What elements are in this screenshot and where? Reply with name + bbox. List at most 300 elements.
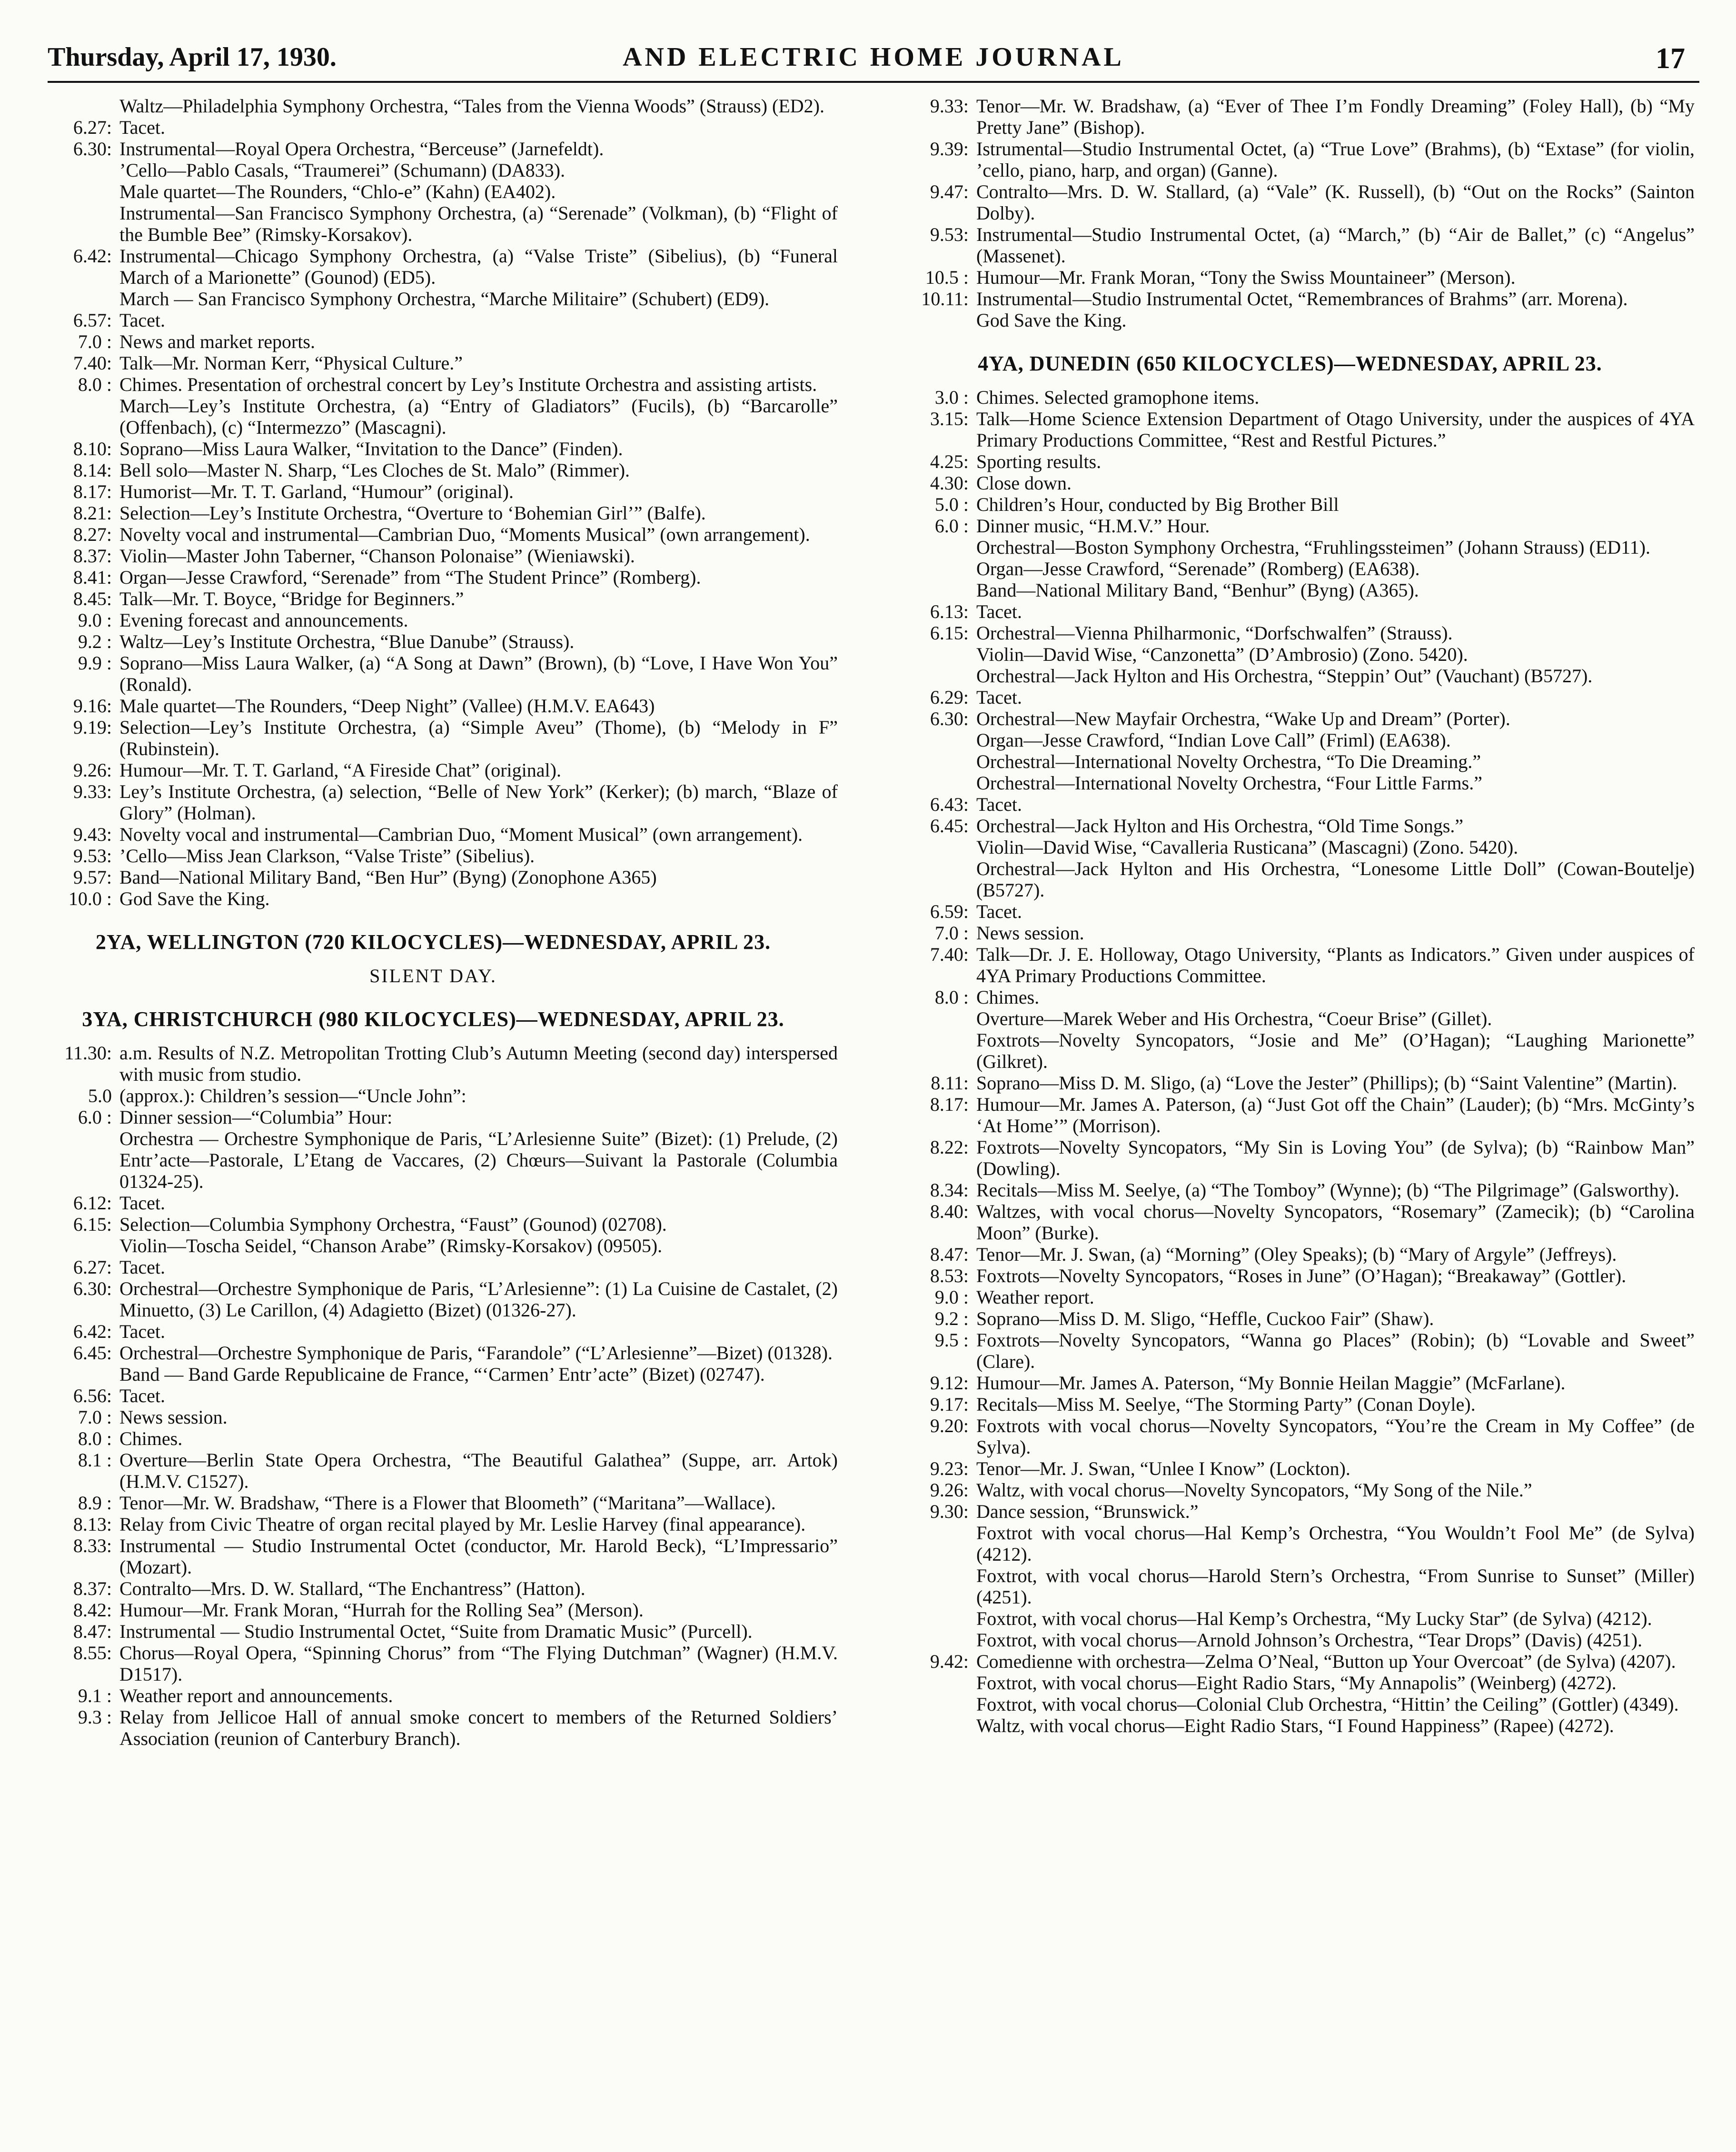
program-entry bbox=[885, 772, 1695, 794]
program-entry bbox=[885, 1179, 1695, 1201]
program-time: 9.5 : bbox=[934, 1329, 969, 1351]
program-entry bbox=[29, 888, 838, 909]
program-description: Foxtrot, with vocal chorus—Harold Stern’s Orchestra, “From Sunrise to Sunset” (Miller) (4251). bbox=[976, 1565, 1695, 1608]
program-time: 4.30: bbox=[930, 472, 969, 494]
program-time: 8.0 : bbox=[78, 374, 112, 395]
program-description: Orchestral—International Novelty Orchestra, “Four Little Farms.” bbox=[976, 772, 1482, 794]
program-time: 9.0 : bbox=[78, 609, 112, 631]
program-list bbox=[29, 95, 838, 909]
program-entry bbox=[885, 922, 1695, 944]
program-entry bbox=[885, 181, 1695, 224]
program-entry bbox=[29, 309, 838, 331]
program-entry bbox=[29, 824, 838, 845]
program-description: Novelty vocal and instrumental—Cambrian Duo, “Moments Musical” (own arrangement). bbox=[119, 524, 810, 545]
program-time: 9.12: bbox=[930, 1372, 969, 1394]
issue-date: Thursday, April 17, 1930. bbox=[48, 42, 337, 72]
program-description: Waltzes, with vocal chorus—Novelty Syncopators, “Rosemary” (Zamecik); (b) “Carolina Moon” (Burke). bbox=[976, 1201, 1695, 1244]
program-description: Instrumental—San Francisco Symphony Orchestra, (a) “Serenade” (Volkman), (b) “Flight of the Bumble Bee” (Rimsky-Korsakov). bbox=[119, 202, 838, 245]
program-entry bbox=[29, 1514, 838, 1535]
program-time: 6.30: bbox=[73, 138, 112, 159]
program-entry bbox=[885, 815, 1695, 837]
program-entry bbox=[885, 1479, 1695, 1501]
program-description: Tacet. bbox=[119, 1192, 166, 1214]
program-entry bbox=[885, 515, 1695, 537]
program-time: 8.40: bbox=[930, 1201, 969, 1222]
program-time: 10.11: bbox=[921, 288, 969, 309]
program-entry bbox=[29, 759, 838, 781]
program-time: 10.5 : bbox=[925, 267, 969, 288]
program-entry bbox=[29, 395, 838, 438]
program-entry bbox=[29, 95, 838, 117]
program-time: 8.47: bbox=[930, 1244, 969, 1265]
program-time: 8.45: bbox=[73, 588, 112, 609]
program-time bbox=[885, 309, 976, 331]
program-time bbox=[885, 837, 976, 858]
program-time: 9.0 : bbox=[934, 1286, 969, 1308]
program-description: Orchestral—Boston Symphony Orchestra, “Fruhlingssteimen” (Johann Strauss) (ED11). bbox=[976, 537, 1651, 558]
program-description: Instrumental—Studio Instrumental Octet, “Remembrances of Brahms” (arr. Morena). bbox=[976, 288, 1628, 309]
program-entry bbox=[29, 438, 838, 459]
program-time bbox=[29, 1235, 119, 1256]
program-time: 9.39: bbox=[930, 138, 969, 159]
program-description: Evening forecast and announcements. bbox=[119, 609, 408, 631]
program-description: Tacet. bbox=[119, 1256, 166, 1278]
program-entry bbox=[29, 524, 838, 545]
program-time bbox=[885, 1715, 976, 1736]
program-description: Tacet. bbox=[119, 309, 166, 331]
program-time: 8.10: bbox=[73, 438, 112, 459]
program-time: 8.1 : bbox=[78, 1449, 112, 1471]
program-entry bbox=[885, 794, 1695, 815]
program-entry bbox=[885, 95, 1695, 138]
program-time: 3.15: bbox=[930, 408, 969, 429]
program-time bbox=[29, 159, 119, 181]
program-time: 6.59: bbox=[930, 901, 969, 922]
program-entry bbox=[29, 1278, 838, 1321]
program-description: Weather report and announcements. bbox=[119, 1685, 393, 1706]
program-entry bbox=[29, 1449, 838, 1492]
program-description: Recitals—Miss M. Seelye, “The Storming Party” (Conan Doyle). bbox=[976, 1394, 1476, 1415]
program-entry bbox=[29, 1128, 838, 1192]
program-description: Orchestral—Orchestre Symphonique de Paris, “L’Arlesienne”: (1) La Cuisine de Castalet, (2) Minuetto, (3) Le Carillon, (4) Adagietto (Bizet) (01326-27). bbox=[119, 1278, 838, 1321]
program-description: Talk—Mr. T. Boyce, “Bridge for Beginners.” bbox=[119, 588, 464, 609]
program-description: Orchestral—New Mayfair Orchestra, “Wake Up and Dream” (Porter). bbox=[976, 708, 1510, 729]
program-entry bbox=[885, 837, 1695, 858]
program-description: Overture—Berlin State Opera Orchestra, “The Beautiful Galathea” (Suppe, arr. Artok) (H.M.V. C1527). bbox=[119, 1449, 838, 1492]
program-time: 6.12: bbox=[73, 1192, 112, 1214]
program-description: Waltz—Philadelphia Symphony Orchestra, “Tales from the Vienna Woods” (Strauss) (ED2). bbox=[119, 95, 824, 117]
program-description: Instrumental—Royal Opera Orchestra, “Berceuse” (Jarnefeldt). bbox=[119, 138, 604, 159]
program-description: Violin—David Wise, “Cavalleria Rusticana” (Mascagni) (Zono. 5420). bbox=[976, 837, 1518, 858]
program-entry bbox=[885, 644, 1695, 665]
program-time bbox=[885, 1694, 976, 1715]
program-time: 4.25: bbox=[930, 451, 969, 472]
program-entry bbox=[29, 1235, 838, 1256]
program-entry bbox=[29, 245, 838, 288]
program-entry bbox=[885, 708, 1695, 729]
program-entry bbox=[29, 1085, 838, 1106]
program-description: Waltz—Ley’s Institute Orchestra, “Blue Danube” (Strauss). bbox=[119, 631, 575, 652]
program-entry bbox=[885, 1522, 1695, 1565]
program-entry bbox=[29, 1685, 838, 1706]
program-description: Chimes. Presentation of orchestral concert by Ley’s Institute Orchestra and assisting artists. bbox=[119, 374, 817, 395]
program-time: 5.0 : bbox=[934, 494, 969, 515]
program-description: Selection—Ley’s Institute Orchestra, “Overture to ‘Bohemian Girl’” (Balfe). bbox=[119, 502, 706, 524]
program-time bbox=[29, 181, 119, 202]
program-description: Dinner music, “H.M.V.” Hour. bbox=[976, 515, 1210, 537]
program-description: Tacet. bbox=[119, 117, 166, 138]
program-description: News session. bbox=[976, 922, 1084, 944]
program-description: Selection—Columbia Symphony Orchestra, “Faust” (Gounod) (02708). bbox=[119, 1214, 667, 1235]
program-time: 6.45: bbox=[73, 1342, 112, 1364]
program-entry bbox=[29, 1192, 838, 1214]
program-description: Waltz, with vocal chorus—Eight Radio Stars, “I Found Happiness” (Rapee) (4272). bbox=[976, 1715, 1614, 1736]
program-time: 8.11: bbox=[931, 1072, 969, 1094]
program-description: Foxtrot with vocal chorus—Hal Kemp’s Orchestra, “You Wouldn’t Fool Me” (de Sylva) (4212). bbox=[976, 1522, 1695, 1565]
program-time: 9.43: bbox=[73, 824, 112, 845]
program-description: March—Ley’s Institute Orchestra, (a) “Entry of Gladiators” (Fucils), (b) “Barcarolle” (Offenbach), (c) “Intermezzo” (Mascagni). bbox=[119, 395, 838, 438]
program-description: Istrumental—Studio Instrumental Octet, (a) “True Love” (Brahms), (b) “Extase” (for violin, ’cello, piano, harp, and organ) (Ganne). bbox=[976, 138, 1695, 181]
program-description: Relay from Civic Theatre of organ recital played by Mr. Leslie Harvey (final appearance). bbox=[119, 1514, 806, 1535]
program-entry bbox=[29, 1342, 838, 1364]
program-description: Chimes. bbox=[119, 1428, 183, 1449]
program-description: Orchestral—Vienna Philharmonic, “Dorfschwalfen” (Strauss). bbox=[976, 622, 1453, 644]
program-entry bbox=[885, 408, 1695, 451]
program-time: 9.2 : bbox=[78, 631, 112, 652]
program-entry bbox=[885, 224, 1695, 267]
program-description: Instrumental — Studio Instrumental Octet (conductor, Mr. Harold Beck), “L’Impressario” (Mozart). bbox=[119, 1535, 838, 1578]
program-entry bbox=[885, 1136, 1695, 1179]
program-entry bbox=[29, 1428, 838, 1449]
program-description: Tenor—Mr. W. Bradshaw, (a) “Ever of Thee I’m Fondly Dreaming” (Foley Hall), (b) “My Pretty Jane” (Bishop). bbox=[976, 95, 1695, 138]
program-description: Male quartet—The Rounders, “Deep Night” (Vallee) (H.M.V. EA643) bbox=[119, 695, 655, 717]
program-description: Male quartet—The Rounders, “Chlo-e” (Kahn) (EA402). bbox=[119, 181, 556, 202]
program-time bbox=[885, 1672, 976, 1694]
program-description: Overture—Marek Weber and His Orchestra, “Coeur Brise” (Gillet). bbox=[976, 1008, 1492, 1029]
program-entry bbox=[29, 1256, 838, 1278]
program-description: Orchestral—Jack Hylton and His Orchestra, “Lonesome Little Doll” (Cowan-Boutelje) (B5727). bbox=[976, 858, 1695, 901]
program-description: Tacet. bbox=[976, 687, 1022, 708]
program-description: Instrumental—Chicago Symphony Orchestra, (a) “Valse Triste” (Sibelius), (b) “Funeral March of a Marionette” (Gounod) (ED5). bbox=[119, 245, 838, 288]
section-subtitle-2ya: SILENT DAY. bbox=[369, 965, 497, 986]
program-description: Humorist—Mr. T. T. Garland, “Humour” (original). bbox=[119, 481, 514, 502]
program-description: Orchestra — Orchestre Symphonique de Paris, “L’Arlesienne Suite” (Bizet): (1) Prelude, (2) Entr’acte—Pastorale, L’Etang de Vaccares, (2) Chœurs—Suivant la Pastorale (Columbia 01324-25). bbox=[119, 1128, 838, 1192]
program-entry bbox=[885, 1629, 1695, 1651]
program-entry bbox=[885, 288, 1695, 309]
program-description: a.m. Results of N.Z. Metropolitan Trotting Club’s Autumn Meeting (second day) interspersed with music from studio. bbox=[119, 1042, 838, 1085]
program-description: Contralto—Mrs. D. W. Stallard, (a) “Vale” (K. Russell), (b) “Out on the Rocks” (Sainton Dolby). bbox=[976, 181, 1695, 224]
program-description: Band—National Military Band, “Benhur” (Byng) (A365). bbox=[976, 579, 1419, 601]
program-entry bbox=[885, 1329, 1695, 1372]
program-entry bbox=[29, 867, 838, 888]
program-time bbox=[885, 558, 976, 579]
program-entry bbox=[29, 545, 838, 567]
program-time bbox=[885, 579, 976, 601]
program-entry bbox=[885, 472, 1695, 494]
program-description: Chimes. Selected gramophone items. bbox=[976, 387, 1260, 408]
program-time bbox=[885, 858, 976, 901]
program-time: 9.1 : bbox=[78, 1685, 112, 1706]
program-entry bbox=[885, 944, 1695, 986]
program-time: 6.57: bbox=[73, 309, 112, 331]
program-entry bbox=[885, 1458, 1695, 1479]
program-description: Humour—Mr. James A. Paterson, “My Bonnie Heilan Maggie” (McFarlane). bbox=[976, 1372, 1566, 1394]
program-time: 9.26: bbox=[73, 759, 112, 781]
program-entry bbox=[885, 451, 1695, 472]
program-time: 3.0 : bbox=[934, 387, 969, 408]
program-description: Sporting results. bbox=[976, 451, 1101, 472]
program-time: 6.43: bbox=[930, 794, 969, 815]
program-entry bbox=[29, 1535, 838, 1578]
program-time: 9.53: bbox=[930, 224, 969, 245]
program-description: Orchestral—Orchestre Symphonique de Paris, “Farandole” (“L’Arlesienne”—Bizet) (01328). bbox=[119, 1342, 833, 1364]
program-entry bbox=[29, 1706, 838, 1749]
program-time: 9.47: bbox=[930, 181, 969, 202]
program-time bbox=[885, 1608, 976, 1629]
program-time: 6.27: bbox=[73, 1256, 112, 1278]
program-description: God Save the King. bbox=[976, 309, 1127, 331]
program-time: 7.0 : bbox=[78, 1406, 112, 1428]
program-entry bbox=[29, 181, 838, 202]
program-entry bbox=[29, 1492, 838, 1514]
program-time: 9.9 : bbox=[78, 652, 112, 674]
program-time bbox=[885, 665, 976, 687]
program-description: Organ—Jesse Crawford, “Serenade” (Romberg) (EA638). bbox=[976, 558, 1420, 579]
program-time: 8.53: bbox=[930, 1265, 969, 1286]
program-entry bbox=[29, 1621, 838, 1642]
program-description: March — San Francisco Symphony Orchestra, “Marche Militaire” (Schubert) (ED9). bbox=[119, 288, 770, 309]
program-time: 8.42: bbox=[73, 1599, 112, 1621]
program-time bbox=[885, 1565, 976, 1608]
program-entry bbox=[885, 729, 1695, 751]
program-description: Foxtrots with vocal chorus—Novelty Syncopators, “You’re the Cream in My Coffee” (de Sylva). bbox=[976, 1415, 1695, 1458]
program-entry bbox=[29, 845, 838, 867]
program-entry bbox=[29, 374, 838, 395]
program-entry bbox=[29, 781, 838, 824]
program-time: 8.17: bbox=[73, 481, 112, 502]
page-header bbox=[48, 38, 1699, 83]
program-description: Foxtrot, with vocal chorus—Colonial Club Orchestra, “Hittin’ the Ceiling” (Gottler) (4349). bbox=[976, 1694, 1679, 1715]
program-description: Humour—Mr. Frank Moran, “Tony the Swiss Mountaineer” (Merson). bbox=[976, 267, 1516, 288]
program-entry bbox=[885, 1286, 1695, 1308]
program-entry bbox=[29, 331, 838, 352]
program-description: Selection—Ley’s Institute Orchestra, (a) “Simple Aveu” (Thome), (b) “Melody in F” (Rubinstein). bbox=[119, 717, 838, 759]
program-description: ’Cello—Pablo Casals, “Traumerei” (Schumann) (DA833). bbox=[119, 159, 565, 181]
program-description: Dance session, “Brunswick.” bbox=[976, 1501, 1199, 1522]
program-time: 10.0 : bbox=[68, 888, 112, 909]
program-time: 9.26: bbox=[930, 1479, 969, 1501]
program-time: 6.15: bbox=[930, 622, 969, 644]
program-description: Tacet. bbox=[976, 794, 1022, 815]
program-time: 7.40: bbox=[73, 352, 112, 374]
program-time bbox=[885, 1522, 976, 1565]
program-entry bbox=[885, 1501, 1695, 1522]
program-time bbox=[29, 395, 119, 438]
program-description: Humour—Mr. Frank Moran, “Hurrah for the Rolling Sea” (Merson). bbox=[119, 1599, 644, 1621]
program-entry bbox=[885, 558, 1695, 579]
program-entry bbox=[885, 622, 1695, 644]
program-time bbox=[29, 202, 119, 245]
program-entry bbox=[29, 502, 838, 524]
program-time: 9.33: bbox=[73, 781, 112, 802]
program-entry bbox=[885, 1651, 1695, 1672]
program-time: 8.55: bbox=[73, 1642, 112, 1664]
program-time bbox=[885, 537, 976, 558]
program-time: 9.30: bbox=[930, 1501, 969, 1522]
program-description: Close down. bbox=[976, 472, 1071, 494]
program-time bbox=[885, 729, 976, 751]
program-time: 8.14: bbox=[73, 459, 112, 481]
program-description: Humour—Mr. James A. Paterson, (a) “Just Got off the Chain” (Lauder); (b) “Mrs. McGinty’s ‘At Home’” (Morrison). bbox=[976, 1094, 1695, 1136]
program-description: Tacet. bbox=[976, 901, 1022, 922]
program-entry bbox=[29, 631, 838, 652]
program-description: Tacet. bbox=[976, 601, 1022, 622]
program-time: 7.40: bbox=[930, 944, 969, 965]
program-description: Tacet. bbox=[119, 1385, 166, 1406]
program-time: 8.21: bbox=[73, 502, 112, 524]
section-title-2ya: 2YA, WELLINGTON (720 KILOCYCLES)—WEDNESDAY, APRIL 23. bbox=[95, 930, 771, 954]
program-entry bbox=[885, 665, 1695, 687]
program-description: Orchestral—Jack Hylton and His Orchestra, “Old Time Songs.” bbox=[976, 815, 1464, 837]
program-time: 7.0 : bbox=[78, 331, 112, 352]
program-description: Foxtrots—Novelty Syncopators, “Roses in June” (O’Hagan); “Breakaway” (Gottler). bbox=[976, 1265, 1627, 1286]
program-time bbox=[29, 1364, 119, 1385]
program-time: 8.37: bbox=[73, 545, 112, 567]
program-entry bbox=[885, 751, 1695, 772]
program-list bbox=[29, 1042, 838, 1749]
program-time bbox=[29, 95, 119, 117]
program-entry bbox=[29, 1364, 838, 1385]
program-entry bbox=[29, 717, 838, 759]
program-entry bbox=[885, 1608, 1695, 1629]
program-time: 8.22: bbox=[930, 1136, 969, 1158]
program-description: ’Cello—Miss Jean Clarkson, “Valse Triste” (Sibelius). bbox=[119, 845, 535, 867]
program-entry bbox=[29, 1385, 838, 1406]
program-time: 6.27: bbox=[73, 117, 112, 138]
right-column bbox=[885, 95, 1695, 2123]
program-entry bbox=[885, 1094, 1695, 1136]
program-entry bbox=[885, 1029, 1695, 1072]
program-time bbox=[885, 644, 976, 665]
program-description: Tenor—Mr. W. Bradshaw, “There is a Flower that Bloometh” (“Maritana”—Wallace). bbox=[119, 1492, 776, 1514]
program-entry bbox=[885, 1715, 1695, 1736]
section-title-4ya: 4YA, DUNEDIN (650 KILOCYCLES)—WEDNESDAY, APRIL 23. bbox=[978, 352, 1602, 375]
program-time: 7.0 : bbox=[934, 922, 969, 944]
program-time: 6.15: bbox=[73, 1214, 112, 1235]
program-entry bbox=[885, 1308, 1695, 1329]
program-entry bbox=[29, 352, 838, 374]
program-entry bbox=[29, 1642, 838, 1685]
program-time: 8.17: bbox=[930, 1094, 969, 1115]
program-time: 9.23: bbox=[930, 1458, 969, 1479]
program-entry bbox=[885, 267, 1695, 288]
program-description: Talk—Home Science Extension Department of Otago University, under the auspices of 4YA Primary Productions Committee, “Rest and Restful Pictures.” bbox=[976, 408, 1695, 451]
program-entry bbox=[29, 1406, 838, 1428]
program-description: Soprano—Miss D. M. Sligo, “Heffle, Cuckoo Fair” (Shaw). bbox=[976, 1308, 1434, 1329]
program-description: Chorus—Royal Opera, “Spinning Chorus” from “The Flying Dutchman” (Wagner) (H.M.V. D1517). bbox=[119, 1642, 838, 1685]
program-time: 8.47: bbox=[73, 1621, 112, 1642]
program-description: Violin—David Wise, “Canzonetta” (D’Ambrosio) (Zono. 5420). bbox=[976, 644, 1468, 665]
program-description: Foxtrots—Novelty Syncopators, “Josie and Me” (O’Hagan); “Laughing Marionette” (Gilkret). bbox=[976, 1029, 1695, 1072]
program-description: Soprano—Miss D. M. Sligo, (a) “Love the Jester” (Phillips); (b) “Saint Valentine” (Martin). bbox=[976, 1072, 1677, 1094]
program-entry bbox=[885, 537, 1695, 558]
program-description: Recitals—Miss M. Seelye, (a) “The Tomboy” (Wynne); (b) “The Pilgrimage” (Galsworthy). bbox=[976, 1179, 1679, 1201]
program-time: 9.2 : bbox=[934, 1308, 969, 1329]
program-description: Talk—Dr. J. E. Holloway, Otago University, “Plants as Indicators.” Given under auspices of 4YA Primary Productions Committee. bbox=[976, 944, 1695, 986]
program-description: Organ—Jesse Crawford, “Indian Love Call” (Friml) (EA638). bbox=[976, 729, 1451, 751]
program-description: Foxtrots—Novelty Syncopators, “Wanna go Places” (Robin); (b) “Lovable and Sweet” (Clare). bbox=[976, 1329, 1695, 1372]
program-description: Orchestral—Jack Hylton and His Orchestra, “Steppin’ Out” (Vauchant) (B5727). bbox=[976, 665, 1593, 687]
program-time: 9.17: bbox=[930, 1394, 969, 1415]
program-entry bbox=[29, 609, 838, 631]
program-time bbox=[885, 1008, 976, 1029]
program-entry bbox=[885, 494, 1695, 515]
program-entry bbox=[29, 695, 838, 717]
program-entry bbox=[885, 387, 1695, 408]
program-description: Dinner session—“Columbia” Hour: bbox=[119, 1106, 393, 1128]
program-entry bbox=[885, 1008, 1695, 1029]
program-description: Novelty vocal and instrumental—Cambrian Duo, “Moment Musical” (own arrangement). bbox=[119, 824, 803, 845]
program-description: Foxtrot, with vocal chorus—Eight Radio Stars, “My Annapolis” (Weinberg) (4272). bbox=[976, 1672, 1617, 1694]
program-description: Soprano—Miss Laura Walker, “Invitation to the Dance” (Finden). bbox=[119, 438, 623, 459]
program-entry bbox=[885, 1072, 1695, 1094]
program-description: Chimes. bbox=[976, 986, 1040, 1008]
program-list bbox=[885, 95, 1695, 331]
program-entry bbox=[885, 601, 1695, 622]
program-time: 8.27: bbox=[73, 524, 112, 545]
program-entry bbox=[29, 288, 838, 309]
program-time: 8.13: bbox=[73, 1514, 112, 1535]
program-time bbox=[29, 1128, 119, 1192]
program-entry bbox=[29, 1042, 838, 1085]
program-entry bbox=[885, 687, 1695, 708]
program-time: 9.53: bbox=[73, 845, 112, 867]
program-description: Tenor—Mr. J. Swan, (a) “Morning” (Oley Speaks); (b) “Mary of Argyle” (Jeffreys). bbox=[976, 1244, 1617, 1265]
program-entry bbox=[29, 567, 838, 588]
program-description: God Save the King. bbox=[119, 888, 270, 909]
program-entry bbox=[885, 579, 1695, 601]
program-description: Orchestral—International Novelty Orchestra, “To Die Dreaming.” bbox=[976, 751, 1481, 772]
program-entry bbox=[29, 138, 838, 159]
program-time bbox=[885, 751, 976, 772]
program-entry bbox=[885, 1394, 1695, 1415]
program-description: Contralto—Mrs. D. W. Stallard, “The Enchantress” (Hatton). bbox=[119, 1578, 585, 1599]
program-description: Foxtrot, with vocal chorus—Arnold Johnson’s Orchestra, “Tear Drops” (Davis) (4251). bbox=[976, 1629, 1643, 1651]
program-entry bbox=[885, 138, 1695, 181]
program-time: 6.42: bbox=[73, 1321, 112, 1342]
program-entry bbox=[29, 1599, 838, 1621]
program-time: 5.0 bbox=[88, 1085, 112, 1106]
program-time: 6.0 : bbox=[78, 1106, 112, 1128]
program-entry bbox=[885, 1244, 1695, 1265]
program-time: 6.56: bbox=[73, 1385, 112, 1406]
program-time: 6.30: bbox=[73, 1278, 112, 1299]
program-time: 8.41: bbox=[73, 567, 112, 588]
page-number: 17 bbox=[1656, 42, 1685, 75]
program-time bbox=[885, 1029, 976, 1072]
program-time bbox=[885, 1629, 976, 1651]
program-time: 9.33: bbox=[930, 95, 969, 117]
program-entry bbox=[885, 858, 1695, 901]
program-description: Instrumental—Studio Instrumental Octet, (a) “March,” (b) “Air de Ballet,” (c) “Angelus” (Massenet). bbox=[976, 224, 1695, 267]
program-time: 6.0 : bbox=[934, 515, 969, 537]
program-description: Instrumental — Studio Instrumental Octet, “Suite from Dramatic Music” (Purcell). bbox=[119, 1621, 753, 1642]
program-entry bbox=[885, 1265, 1695, 1286]
program-time: 9.20: bbox=[930, 1415, 969, 1436]
program-entry bbox=[29, 588, 838, 609]
journal-title: AND ELECTRIC HOME JOURNAL bbox=[623, 42, 1124, 72]
program-entry bbox=[29, 1214, 838, 1235]
